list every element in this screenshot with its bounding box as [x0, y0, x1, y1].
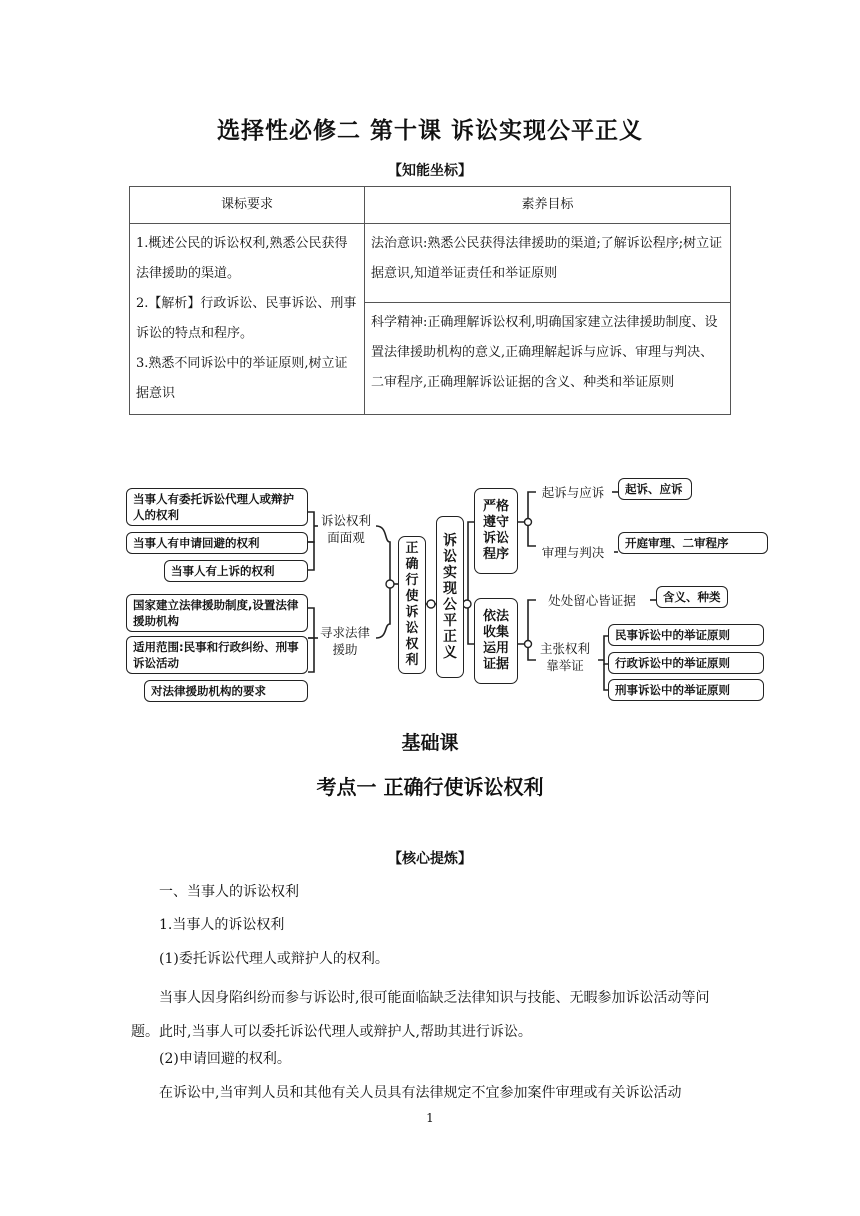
table-header-left: 课标要求: [130, 187, 365, 224]
right-sub-label: 主张权利靠举证: [539, 641, 590, 673]
left-item-box: 当事人有上诉的权利: [164, 560, 308, 582]
body-paragraph: (1)委托诉讼代理人或辩护人的权利。: [159, 951, 389, 967]
requirement-item: 3.熟悉不同诉讼中的举证原则,树立证据意识: [136, 356, 348, 401]
right-leaf-box: 行政诉讼中的举证原则: [608, 652, 764, 674]
center-node: 诉讼实现公平正义: [436, 516, 464, 678]
body-paragraph: 在诉讼中,当审判人员和其他有关人员具有法律规定不宜参加案件审理或有关诉讼活动: [159, 1085, 682, 1101]
right-leaf-box: 民事诉讼中的举证原则: [608, 624, 764, 646]
left-item-box: 对法律援助机构的要求: [144, 680, 308, 702]
right-sub-label: 处处留心皆证据: [548, 593, 636, 608]
body-paragraph: 一、当事人的诉讼权利: [159, 884, 299, 900]
body-paragraph: 当事人因身陷纠纷而参与诉讼时,很可能面临缺乏法律知识与技能、无暇参加诉讼活动等问题。此时,当事人可以委托诉讼代理人或辩护人,帮助其进行诉讼。: [131, 990, 710, 1040]
mind-map: [118, 474, 768, 710]
right-leaf-box: 刑事诉讼中的举证原则: [608, 679, 764, 701]
body-paragraph: (2)申请回避的权利。: [159, 1051, 291, 1067]
right-leaf-box: 起诉、应诉: [618, 478, 692, 500]
left-main-node: 正确行使诉讼权利: [398, 536, 426, 674]
body-paragraph: 1.当事人的诉讼权利: [159, 917, 285, 933]
requirement-item: 1.概述公民的诉讼权利,熟悉公民获得法律援助的渠道。: [136, 236, 348, 281]
kaodian-heading: 考点一 正确行使诉讼权利: [316, 775, 544, 799]
left-item-box: 当事人有委托诉讼代理人或辩护人的权利: [126, 488, 308, 526]
requirement-item: 2.【解析】行政诉讼、民事诉讼、刑事诉讼的特点和程序。: [136, 296, 357, 341]
goal-cell: 法治意识:熟悉公民获得法律援助的渠道;了解诉讼程序;树立证据意识,知道举证责任和举证原则: [365, 224, 731, 303]
goals-table: [129, 186, 731, 415]
right-group-node: 依法收集运用证据: [474, 598, 518, 684]
section-label-hexin: 【核心提炼】: [388, 851, 472, 867]
course-requirements-cell: [130, 224, 365, 415]
right-leaf-box: 开庭审理、二审程序: [618, 532, 768, 554]
left-item-box: 当事人有申请回避的权利: [126, 532, 308, 554]
page-title: 选择性必修二 第十课 诉讼实现公平正义: [216, 118, 643, 144]
goal-cell: 科学精神:正确理解诉讼权利,明确国家建立法律援助制度、设置法律援助机构的意义,正确理解起诉与应诉、审理与判决、二审程序,正确理解诉讼证据的含义、种类和举证原则: [365, 302, 731, 414]
left-item-box: 国家建立法律援助制度,设置法律援助机构: [126, 594, 308, 632]
left-group-label: 诉讼权利面面观: [320, 513, 371, 545]
left-group-label: 寻求法律援助: [319, 625, 370, 657]
table-header-row: [130, 187, 731, 224]
right-sub-label: 起诉与应诉: [541, 485, 605, 500]
right-sub-label: 审理与判决: [541, 545, 605, 560]
table-row: [130, 224, 731, 303]
left-item-box: 适用范围:民事和行政纠纷、刑事诉讼活动: [126, 636, 308, 674]
right-leaf-box: 含义、种类: [656, 586, 728, 608]
table-header-right: 素养目标: [365, 187, 731, 224]
page-number: 1: [426, 1111, 434, 1125]
section-label-zhineng: 【知能坐标】: [388, 163, 472, 179]
lesson-type-heading: 基础课: [401, 732, 459, 754]
right-group-node: 严格遵守诉讼程序: [474, 488, 518, 574]
